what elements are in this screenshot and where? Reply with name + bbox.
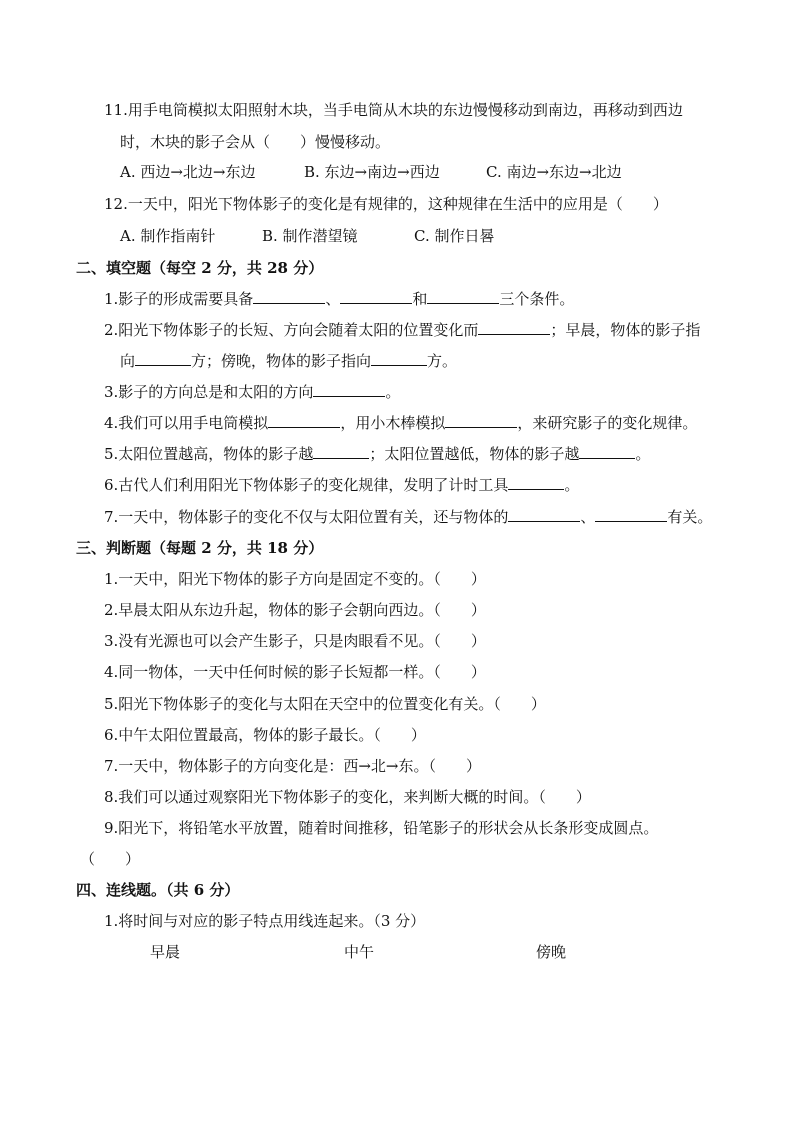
q12-option-c: C. 制作日晷 <box>414 227 495 245</box>
fill-q1-text-b: 、 <box>325 290 341 308</box>
q11-line1: 11.用手电筒模拟太阳照射木块，当手电筒从木块的东边慢慢移动到南边，再移动到西边 <box>104 101 683 119</box>
answer-blank[interactable] <box>427 289 499 304</box>
fill-q3-text-b: 。 <box>385 383 401 401</box>
judge-q4: 4.同一物体，一天中任何时候的影子长短都一样。（ ） <box>104 663 486 681</box>
fill-q5 <box>104 444 650 464</box>
fill-q4 <box>104 413 697 433</box>
fill-q4-text-a: 4.我们可以用手电筒模拟 <box>104 414 269 432</box>
q11-option-c: C. 南边→东边→北边 <box>486 163 622 181</box>
judge-q1: 1.一天中，阳光下物体的影子方向是固定不变的。（ ） <box>104 570 486 588</box>
judge-q9: 9.阳光下，将铅笔水平放置，随着时间推移，铅笔影子的形状会从长条形变成圆点。 <box>104 819 659 837</box>
fill-q7-text-c: 有关。 <box>667 508 713 526</box>
fill-q2-line1 <box>104 320 700 340</box>
q12-option-b: B. 制作潜望镜 <box>262 227 358 245</box>
answer-blank[interactable] <box>313 382 385 397</box>
q11-option-a: A. 西边→北边→东边 <box>120 163 256 181</box>
judge-q8: 8.我们可以通过观察阳光下物体影子的变化，来判断大概的时间。（ ） <box>104 788 591 806</box>
judge-q7: 7.一天中，物体影子的方向变化是：西→北→东。（ ） <box>104 757 481 775</box>
fill-q5-text-b: ；太阳位置越低，物体的影子越 <box>369 445 580 463</box>
fill-q1-text-d: 三个条件。 <box>499 290 575 308</box>
time-evening: 傍晚 <box>536 943 567 961</box>
answer-blank[interactable] <box>371 351 427 366</box>
fill-q4-text-c: ，来研究影子的变化规律。 <box>517 414 698 432</box>
judge-q6: 6.中午太阳位置最高，物体的影子最长。（ ） <box>104 726 426 744</box>
answer-blank[interactable] <box>445 413 517 428</box>
fill-q7-text-b: 、 <box>580 508 596 526</box>
section2-title: 二、填空题（每空 2 分，共 28 分） <box>76 259 324 277</box>
fill-q2-text-a: 2.阳光下物体影子的长短、方向会随着太阳的位置变化而 <box>104 321 479 339</box>
fill-q3 <box>104 382 400 402</box>
answer-blank[interactable] <box>268 413 340 428</box>
fill-q1-text-a: 1.影子的形成需要具备 <box>104 290 254 308</box>
fill-q1-text-c: 和 <box>412 290 428 308</box>
fill-q4-text-b: ，用小木棒模拟 <box>340 414 446 432</box>
q11-option-b: B. 东边→南边→西边 <box>304 163 440 181</box>
fill-q7-text-a: 7.一天中，物体影子的变化不仅与太阳位置有关，还与物体的 <box>104 508 509 526</box>
fill-q6-text-a: 6.古代人们利用阳光下物体影子的变化规律，发明了计时工具 <box>104 476 509 494</box>
q12-line1: 12.一天中，阳光下物体影子的变化是有规律的，这种规律在生活中的应用是（ ） <box>104 195 668 213</box>
answer-blank[interactable] <box>595 507 667 522</box>
match-q1: 1.将时间与对应的影子特点用线连起来。（3 分） <box>104 912 426 930</box>
judge-q2: 2.早晨太阳从东边升起，物体的影子会朝向西边。（ ） <box>104 601 486 619</box>
answer-blank[interactable] <box>340 289 412 304</box>
fill-q3-text-a: 3.影子的方向总是和太阳的方向 <box>104 383 314 401</box>
fill-q6 <box>104 475 579 495</box>
answer-blank[interactable] <box>313 444 369 459</box>
fill-q7 <box>104 507 712 527</box>
fill-q2-text-d: 方；傍晚，物体的影子指向 <box>191 352 372 370</box>
section4-title: 四、连线题。（共 6 分） <box>76 881 240 899</box>
answer-blank[interactable] <box>508 507 580 522</box>
fill-q6-text-b: 。 <box>564 476 580 494</box>
fill-q5-text-c: 。 <box>635 445 651 463</box>
answer-blank[interactable] <box>478 320 550 335</box>
fill-q2-text-b: ；早晨，物体的影子指 <box>550 321 701 339</box>
answer-blank[interactable] <box>508 475 564 490</box>
answer-blank[interactable] <box>135 351 191 366</box>
fill-q2-text-e: 方。 <box>427 352 458 370</box>
q12-option-a: A. 制作指南针 <box>120 227 216 245</box>
q11-line2: 时，木块的影子会从（ ）慢慢移动。 <box>120 133 391 151</box>
time-noon: 中午 <box>344 943 375 961</box>
section3-title: 三、判断题（每题 2 分，共 18 分） <box>76 539 324 557</box>
fill-q2-text-c: 向 <box>120 352 136 370</box>
fill-q1 <box>104 289 574 309</box>
time-morning: 早晨 <box>150 943 181 961</box>
judge-q9-bracket: （ ） <box>80 850 141 868</box>
judge-q5: 5.阳光下物体影子的变化与太阳在天空中的位置变化有关。（ ） <box>104 695 546 713</box>
fill-q5-text-a: 5.太阳位置越高，物体的影子越 <box>104 445 314 463</box>
answer-blank[interactable] <box>579 444 635 459</box>
fill-q2-line2 <box>120 351 457 371</box>
answer-blank[interactable] <box>253 289 325 304</box>
judge-q3: 3.没有光源也可以会产生影子，只是肉眼看不见。（ ） <box>104 632 486 650</box>
